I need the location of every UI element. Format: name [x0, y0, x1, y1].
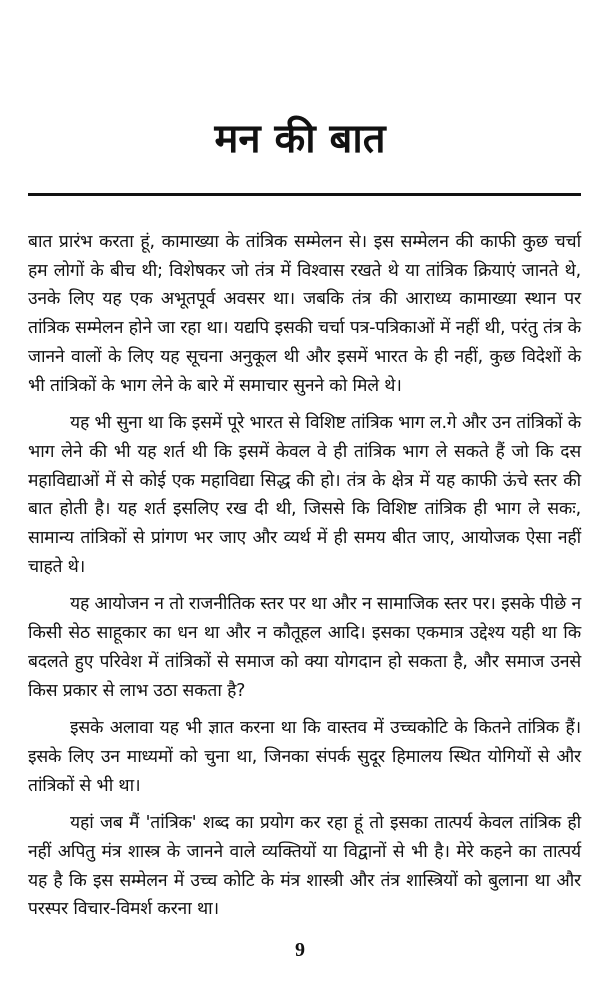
body-text [28, 228, 581, 933]
page-number: 9 [295, 939, 305, 961]
paragraph-2: यह भी सुना था कि इसमें पूरे भारत से विशिष्ट तांत्रिक भाग ल.गे और उन तांत्रिकों के भाग लेने की भी यह शर्त थी कि इसमें केवल वे ही तांत्रिक भाग ले सकते हैं जो कि दस महाविद्याओं में से कोई एक महाविद्या सिद्ध की हो। तंत्र के क्षेत्र में यह काफी ऊंचे स्तर की बात होती है। यह शर्त इसलिए रख दी थी, जिससे कि विशिष्ट तांत्रिक ही भाग ले सकः, सामान्य तांत्रिकों से प्रांगण भर जाए और व्यर्थ में ही समय बीत जाए, आयोजक ऐसा नहीं चाहते थे। [28, 413, 581, 577]
page-title: मन की बात [214, 116, 386, 162]
paragraph-5: यहां जब मैं 'तांत्रिक' शब्द का प्रयोग कर रहा हूं तो इसका तात्पर्य केवल तांत्रिक ही नहीं अपितु मंत्र शास्त्र के जानने वाले व्यक्तियों या विद्वानों से भी है। मेरे कहने का तात्पर्य यह है कि इस सम्मेलन में उच्च कोटि के मंत्र शास्त्री और तंत्र शास्त्रियों को बुलाना था और परस्पर विचार-विमर्श करना था। [28, 813, 581, 920]
paragraph-1: बात प्रारंभ करता हूं, कामाख्या के तांत्रिक सम्मेलन से। इस सम्मेलन की काफी कुछ चर्चा हम लोगों के बीच थी; विशेषकर जो तंत्र में विश्वास रखते थे या तांत्रिक क्रियाएं जानते थे, उनके लिए यह एक अभूतपूर्व अवसर था। जबकि तंत्र की आराध्य कामाख्या स्थान पर तांत्रिक सम्मेलन होने जा रहा था। यद्यपि इसकी चर्चा पत्र-पत्रिकाओं में नहीं थी, परंतु तंत्र के जानने वालों के लिए यह सूचना अनुकूल थी और इसमें भारत के ही नहीं, कुछ विदेशों के भी तांत्रिकों के भाग लेने के बारे में समाचार सुनने को मिले थे। [28, 232, 581, 396]
title-divider [28, 193, 581, 196]
paragraph-3: यह आयोजन न तो राजनीतिक स्तर पर था और न सामाजिक स्तर पर। इसके पीछे न किसी सेठ साहूकार का धन था और न कौतूहल आदि। इसका एकमात्र उद्देश्य यही था कि बदलते हुए परिवेश में तांत्रिकों से समाज को क्या योगदान हो सकता है, और समाज उनसे किस प्रकार से लाभ उठा सकता है? [28, 594, 581, 701]
paragraph-4: इसके अलावा यह भी ज्ञात करना था कि वास्तव में उच्चकोटि के कितने तांत्रिक हैं। इसके लिए उन माध्यमों को चुना था, जिनका संपर्क सुदूर हिमालय स्थित योगियों से और तांत्रिकों से भी था। [28, 718, 581, 796]
